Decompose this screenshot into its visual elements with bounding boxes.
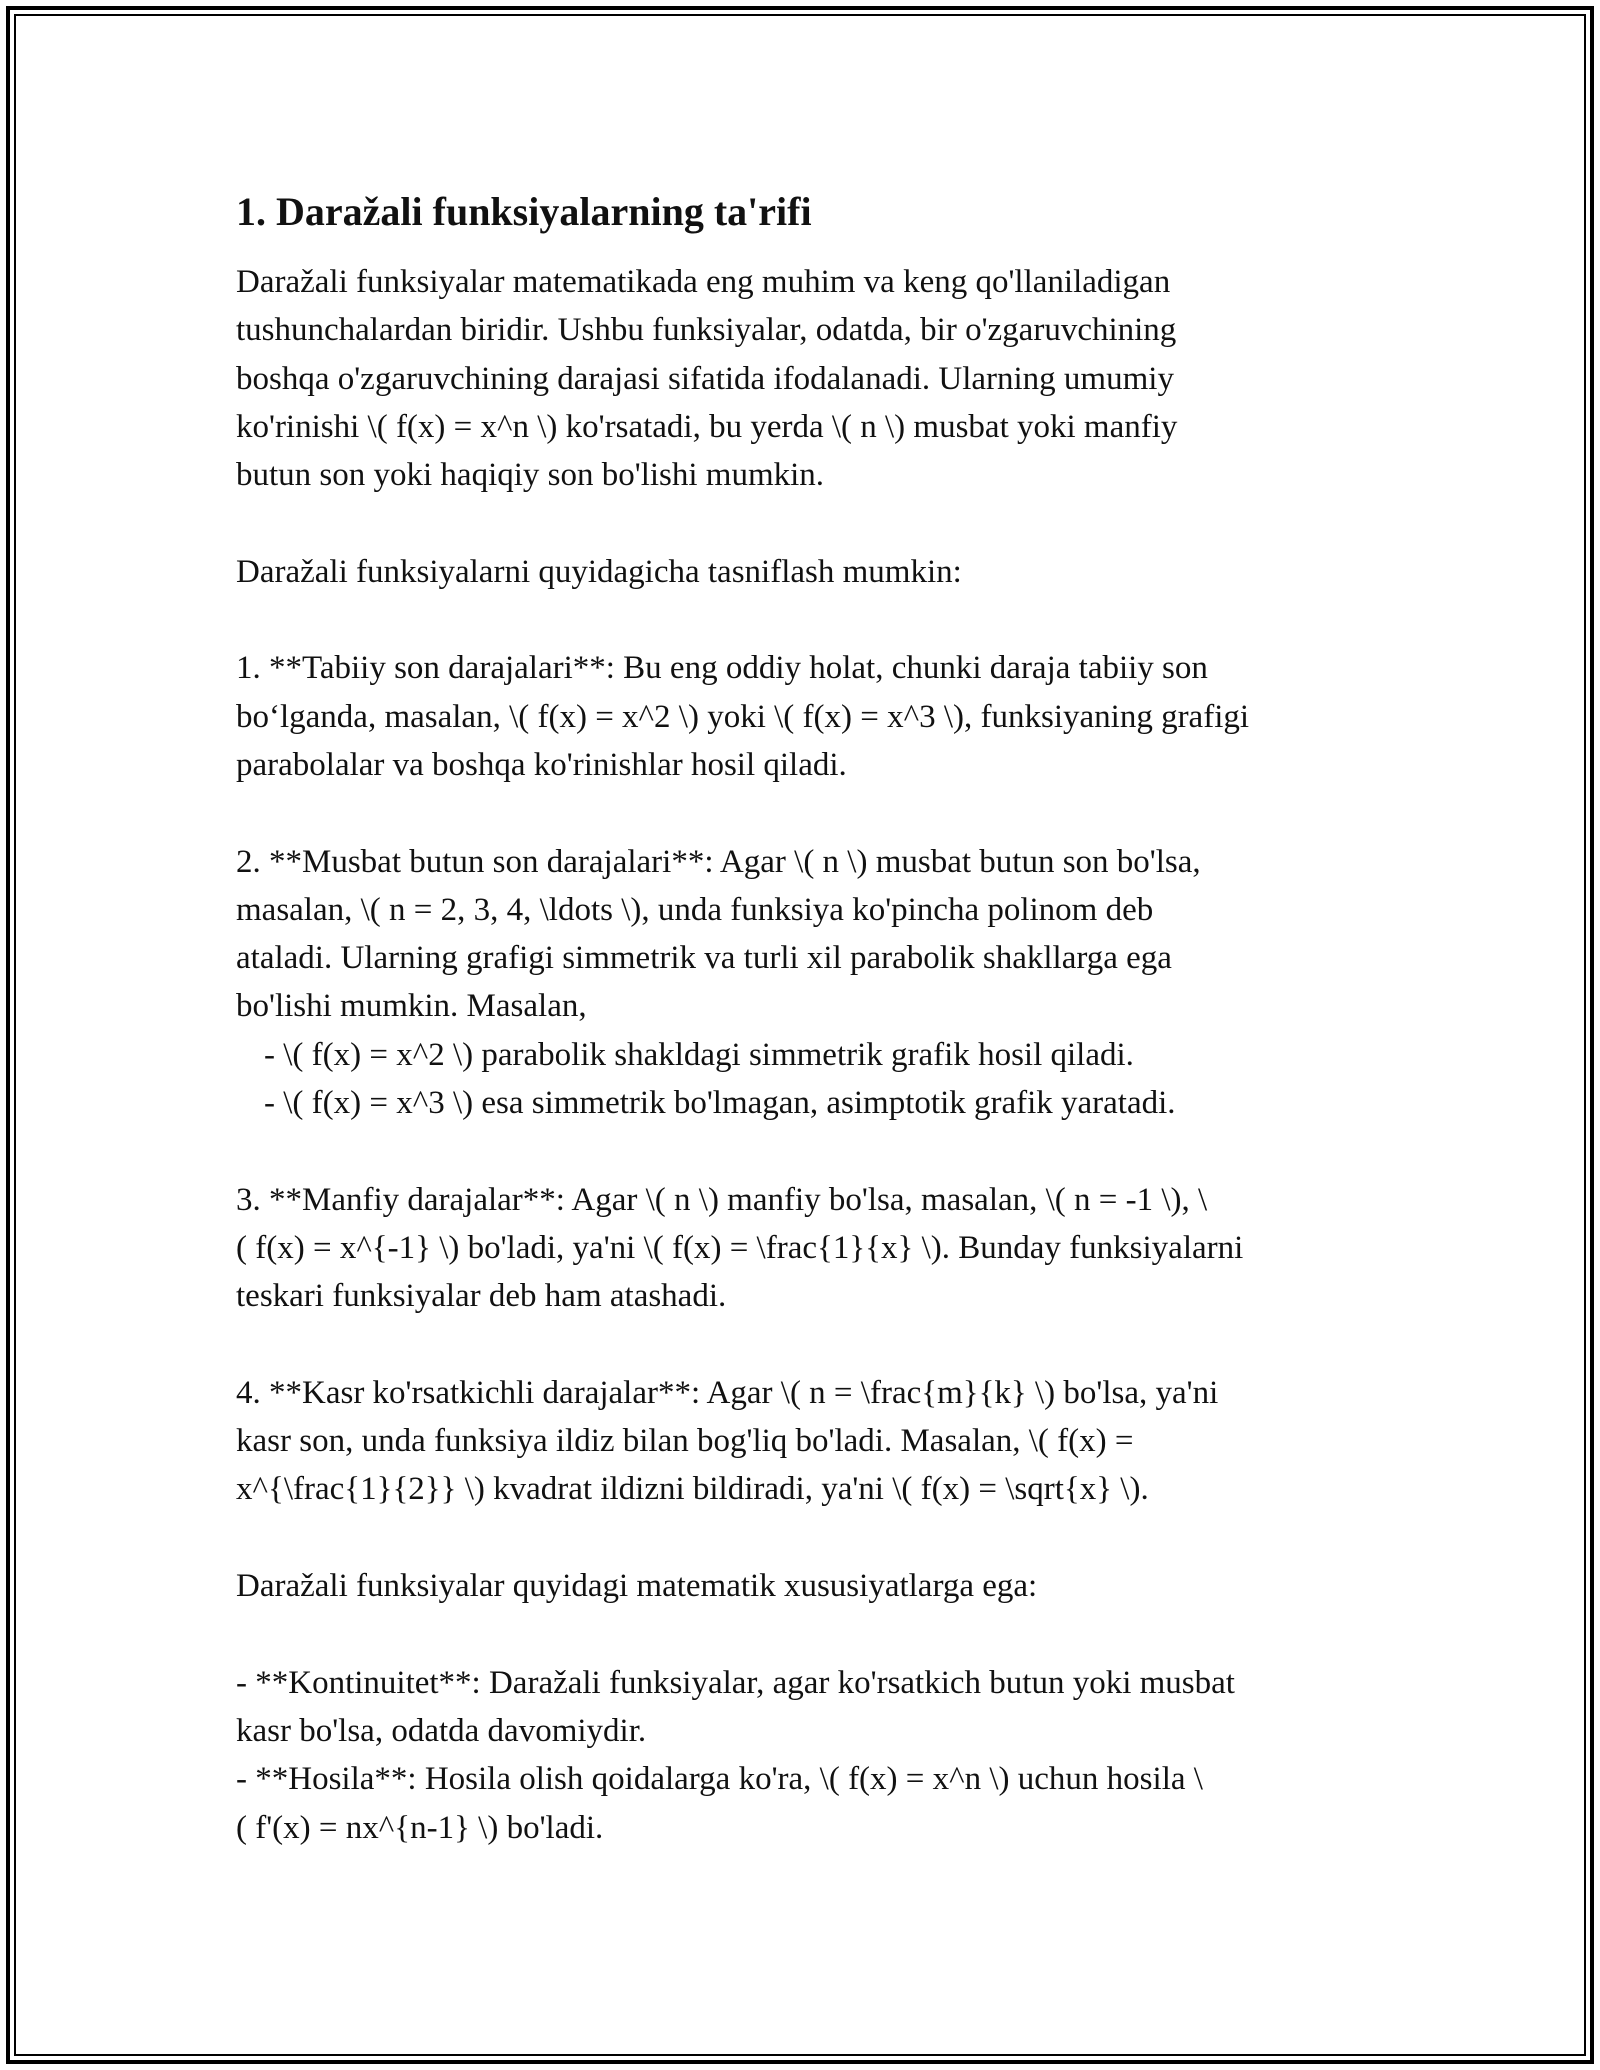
text-line: x^{\frac{1}{2}} \) kvadrat ildizni bildiradi, ya'ni \( f(x) = \sqrt{x} \). [236, 1471, 1149, 1508]
document-body [236, 188, 1366, 1852]
text-line: 2. **Musbat butun son darajalari**: Agar \( n \) musbat butun son bo'lsa, [236, 843, 1201, 880]
text-line: Daražali funksiyalar matematikada eng muhim va keng qo'llaniladigan [236, 264, 1171, 300]
section-title: 1. Daražali funksiyalarning ta'rifi [236, 189, 812, 234]
text-line: 3. **Manfiy darajalar**: Agar \( n \) manfiy bo'lsa, masalan, \( n = -1 \), \ [236, 1181, 1208, 1218]
text-line: - **Kontinuitet**: Daražali funksiyalar, agar ko'rsatkich butun yoki musbat [236, 1664, 1235, 1701]
text-line: ataladi. Ularning grafigi simmetrik va turli xil parabolik shakllarga ega [236, 940, 1172, 977]
text-line: teskari funksiyalar deb ham atashadi. [236, 1278, 727, 1315]
paragraph-gap [236, 499, 1366, 547]
text-line: masalan, \( n = 2, 3, 4, \ldots \), unda funksiya ko'pincha polinom deb [236, 891, 1154, 928]
paragraph-gap [236, 1610, 1366, 1658]
text-line: - **Hosila**: Hosila olish qoidalarga ko'ra, \( f(x) = x^n \) uchun hosila \ [236, 1761, 1203, 1798]
text-line: 1. **Tabiiy son darajalari**: Bu eng oddiy holat, chunki daraja tabiiy son [236, 650, 1208, 687]
paragraph-gap [236, 596, 1366, 644]
text-line: tushunchalardan biridir. Ushbu funksiyalar, odatda, bir o'zgaruvchining [236, 312, 1177, 349]
text-line: parabolalar va boshqa ko'rinishlar hosil qiladi. [236, 746, 847, 783]
sub-bullet: - \( f(x) = x^3 \) esa simmetrik bo'lmagan, asimptotik grafik yaratadi. [264, 1085, 1176, 1122]
text-line: ( f'(x) = nx^{n-1} \) bo'ladi. [236, 1809, 604, 1846]
text-line: boshqa o'zgaruvchining darajasi sifatida ifodalanadi. Ularning umumiy [236, 360, 1174, 397]
list-item-fractional-powers [236, 1369, 1366, 1514]
paragraph-gap [236, 789, 1366, 837]
paragraph-gap [236, 1321, 1366, 1369]
paragraph-gap [236, 1514, 1366, 1562]
text-line: 4. **Kasr ko'rsatkichli darajalar**: Agar \( n = \frac{m}{k} \) bo'lsa, ya'ni [236, 1374, 1219, 1411]
text-line: bo'lishi mumkin. Masalan, [236, 988, 587, 1025]
properties-intro: Daražali funksiyalar quyidagi matematik xususiyatlarga ega: [236, 1568, 1038, 1605]
text-line: bo‘lganda, masalan, \( f(x) = x^2 \) yoki \( f(x) = x^3 \), funksiyaning grafigi [236, 698, 1250, 735]
list-item-negative-powers [236, 1176, 1366, 1321]
sub-bullet: - \( f(x) = x^2 \) parabolik shakldagi simmetrik grafik hosil qiladi. [264, 1036, 1134, 1073]
classification-intro: Daražali funksiyalarni quyidagicha tasniflash mumkin: [236, 553, 962, 590]
intro-paragraph [236, 258, 1366, 499]
paragraph-gap [236, 1127, 1366, 1175]
text-line: ( f(x) = x^{-1} \) bo'ladi, ya'ni \( f(x) = \frac{1}{x} \). Bunday funksiyalarni [236, 1229, 1244, 1266]
properties-list [236, 1659, 1366, 1852]
text-line: kasr bo'lsa, odatda davomiydir. [236, 1712, 647, 1749]
text-line: kasr son, unda funksiya ildiz bilan bog'liq bo'ladi. Masalan, \( f(x) = [236, 1423, 1134, 1460]
text-line: ko'rinishi \( f(x) = x^n \) ko'rsatadi, bu yerda \( n \) musbat yoki manfiy [236, 408, 1178, 445]
list-item-positive-integer-powers [236, 838, 1366, 1128]
text-line: butun son yoki haqiqiy son bo'lishi mumkin. [236, 457, 825, 494]
list-item-natural-powers [236, 644, 1366, 789]
